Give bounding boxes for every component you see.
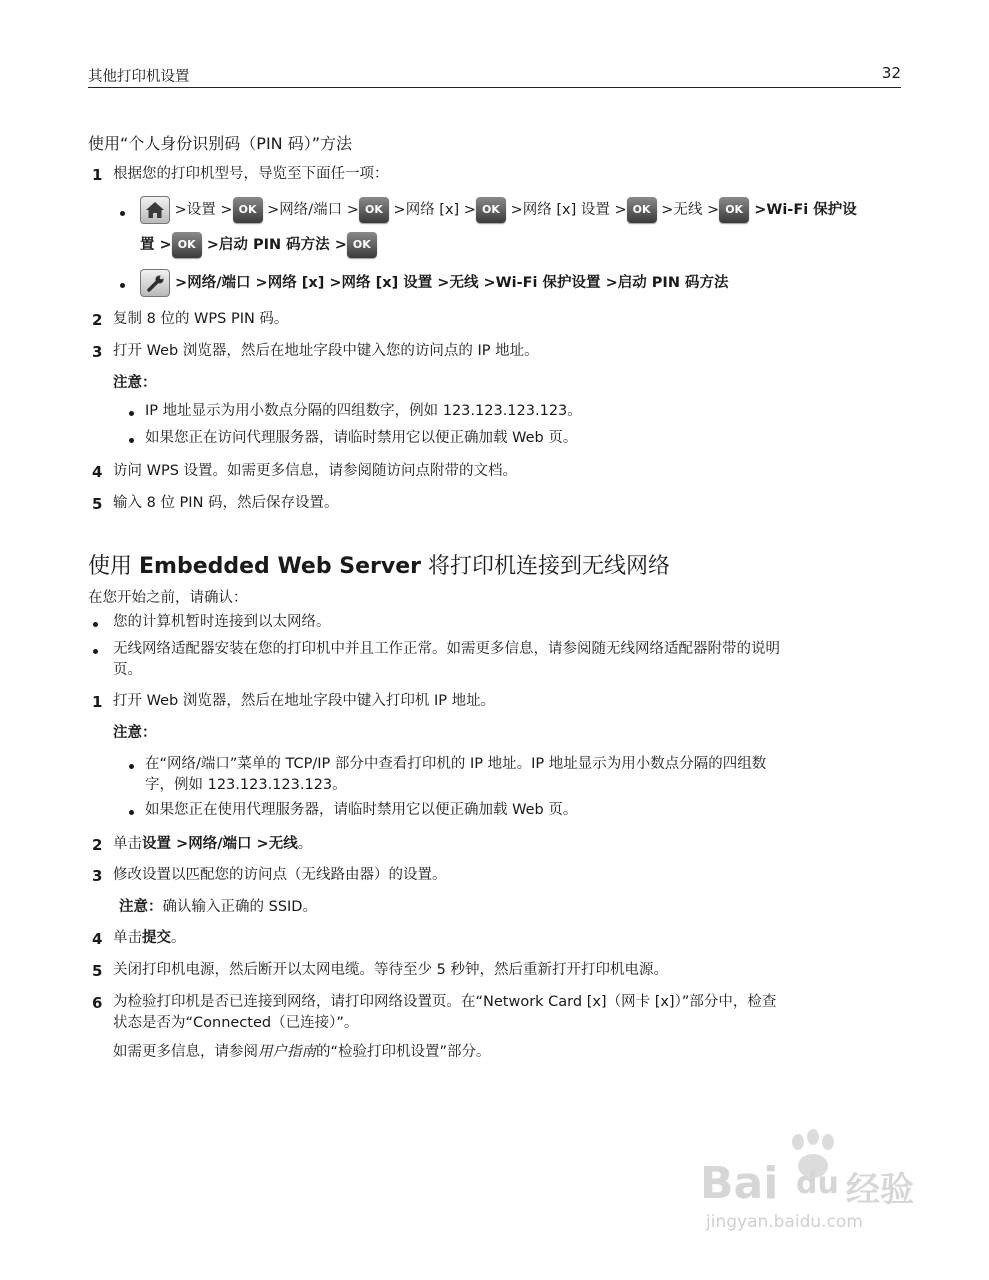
step-number: 2 — [92, 311, 103, 329]
note-text-cont: 字，例如 123.123.123.123。 — [145, 777, 347, 793]
ok-button-icon: OK — [172, 232, 202, 258]
intro-text: 在您开始之前，请确认： — [88, 590, 248, 606]
watermark-brand: du — [796, 1166, 839, 1201]
ok-button-icon: OK — [476, 197, 506, 223]
step-text: 打开 Web 浏览器，然后在地址字段中键入打印机 IP 地址。 — [113, 693, 496, 709]
ok-button-icon: OK — [719, 197, 749, 223]
menu-path-2 — [140, 269, 729, 297]
step-text-cont: 状态是否为“Connected（已连接）”。 — [113, 1015, 359, 1031]
step-number: 4 — [92, 930, 103, 948]
section-heading-ews — [88, 549, 670, 580]
heading-part: Embedded Web Server — [139, 554, 421, 579]
doc-title: 用户指南 — [258, 1044, 316, 1060]
section-heading-pin: 使用“个人身份识别码（PIN 码）”方法 — [88, 134, 353, 153]
note-label: 注意： — [113, 725, 157, 741]
note-label: 注意： — [113, 375, 157, 391]
step-text: 打开 Web 浏览器，然后在地址字段中键入您的访问点的 IP 地址。 — [113, 343, 539, 359]
bullet — [120, 211, 125, 216]
step-text-part: 单击 — [113, 836, 142, 852]
note-inline — [119, 897, 317, 918]
ok-button-icon: OK — [627, 197, 657, 223]
bullet — [129, 810, 134, 815]
step-number: 6 — [92, 994, 103, 1012]
ok-button-icon: OK — [233, 197, 263, 223]
watermark-url: jingyan.baidu.com — [706, 1212, 863, 1232]
step-number: 3 — [92, 867, 103, 885]
heading-part: 将打印机连接到无线网络 — [420, 554, 670, 579]
step-text: 关闭打印机电源，然后断开以太网电缆。等待至少 5 秒钟，然后重新打开打印机电源。 — [113, 962, 668, 978]
step-number: 3 — [92, 343, 103, 361]
note-text: 如果您正在访问代理服务器，请临时禁用它以便正确加载 Web 页。 — [145, 430, 578, 446]
step-text: 为检验打印机是否已连接到网络，请打印网络设置页。在“Network Card [x]（网卡 [x]）”部分中，检查 — [113, 994, 777, 1010]
baidu-watermark — [700, 1128, 930, 1238]
text-part: 的“检验打印机设置”部分。 — [316, 1044, 491, 1060]
page-header — [88, 63, 901, 88]
wrench-icon — [140, 269, 170, 297]
prereq-text-cont: 页。 — [113, 662, 142, 678]
watermark-brand: Bai — [700, 1158, 779, 1209]
path-segment: >Wi‑Fi 保护设 — [749, 202, 857, 218]
path-segment: >无线 > — [656, 202, 720, 218]
path-segment: >启动 PIN 码方法 > — [201, 237, 347, 253]
note-label: 注意： — [119, 899, 163, 915]
bullet — [93, 622, 98, 627]
step-text-part: 单击 — [113, 930, 142, 946]
step-number: 1 — [92, 166, 103, 184]
path-segment: >网络 [x] 设置 > — [505, 202, 627, 218]
step-text-part: 。 — [297, 836, 313, 852]
text-part: 如需更多信息，请参阅 — [113, 1044, 258, 1060]
path-segment: 置 > — [140, 237, 172, 253]
header-title: 其他打印机设置 — [88, 69, 190, 85]
bullet — [129, 764, 134, 769]
note-text: 在“网络/端口”菜单的 TCP/IP 部分中查看打印机的 IP 地址。IP 地址显示为用小数点分隔的四组数 — [145, 756, 767, 772]
step-text: 复制 8 位的 WPS PIN 码。 — [113, 311, 289, 327]
path-text: >网络/端口 >网络 [x] >网络 [x] 设置 >无线 >Wi‑Fi 保护设置 >启动 PIN 码方法 — [170, 275, 729, 291]
note-text: 如果您正在使用代理服务器，请临时禁用它以便正确加载 Web 页。 — [145, 802, 578, 818]
ok-button-icon: OK — [359, 197, 389, 223]
step-number: 1 — [92, 693, 103, 711]
note-text: 确认输入正确的 SSID。 — [162, 899, 317, 915]
page-number: 32 — [881, 64, 901, 82]
path-segment: >网络/端口 > — [262, 202, 359, 218]
step-text: 输入 8 位 PIN 码，然后保存设置。 — [113, 495, 339, 511]
bullet — [93, 649, 98, 654]
step-number: 4 — [92, 463, 103, 481]
menu-path-1 — [140, 196, 900, 224]
step-text — [113, 834, 312, 855]
step-text: 访问 WPS 设置。如需更多信息，请参阅随访问点附带的文档。 — [113, 463, 518, 479]
note-text: IP 地址显示为用小数点分隔的四组数字，例如 123.123.123.123。 — [145, 403, 582, 419]
step-text: 修改设置以匹配您的访问点（无线路由器）的设置。 — [113, 867, 447, 883]
more-info-text — [113, 1042, 491, 1063]
path-segment: >设置 > — [170, 202, 233, 218]
prereq-text: 您的计算机暂时连接到以太网络。 — [113, 614, 331, 630]
menu-path-1-cont — [140, 232, 377, 258]
step-number: 5 — [92, 495, 103, 513]
step-number: 2 — [92, 836, 103, 854]
home-icon — [140, 196, 170, 224]
step-text: 根据您的打印机型号，导览至下面任一项： — [113, 166, 389, 182]
step-text — [113, 928, 186, 949]
step-number: 5 — [92, 962, 103, 980]
ok-button-icon: OK — [347, 232, 377, 258]
watermark-cn: 经验 — [846, 1170, 914, 1210]
bullet — [129, 438, 134, 443]
bullet — [129, 411, 134, 416]
step-text-part: 。 — [171, 930, 186, 946]
bullet — [120, 283, 125, 288]
menu-path-text: 设置 >网络/端口 >无线 — [142, 836, 298, 852]
path-segment: >网络 [x] > — [388, 202, 476, 218]
button-name-text: 提交 — [142, 930, 171, 946]
heading-part: 使用 — [88, 554, 139, 579]
prereq-text: 无线网络适配器安装在您的打印机中并且工作正常。如需更多信息，请参阅随无线网络适配器附带的说明 — [113, 641, 780, 657]
